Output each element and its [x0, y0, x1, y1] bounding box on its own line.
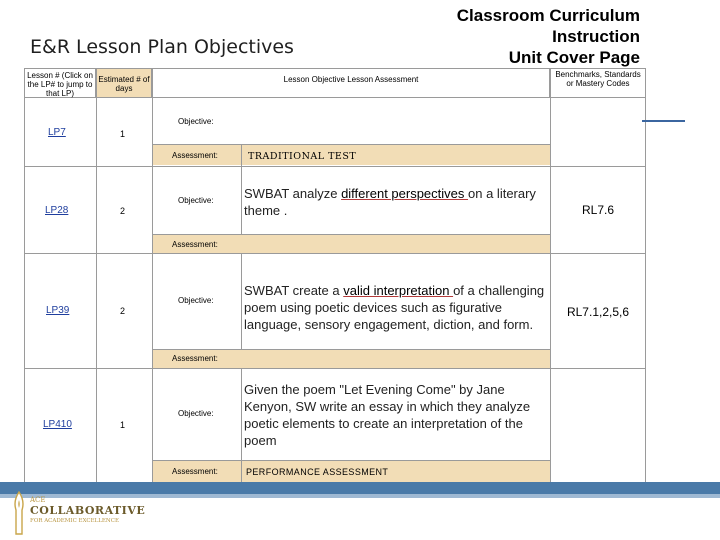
logo-line-academic: FOR ACADEMIC EXCELLENCE [30, 518, 119, 524]
cover-title-line-1: Classroom Curriculum [456, 6, 640, 25]
objective-text: SWBAT create a valid interpretation of a challenging poem using poetic devices such as figurative language, sensory engagement, diction, and form. [244, 283, 545, 332]
assessment-label: Assessment: [172, 240, 218, 249]
header-objective-cell [152, 68, 550, 98]
logo-line-collaborative: COLLABORATIVE [30, 504, 146, 517]
objective-label: Objective: [178, 296, 214, 305]
header-objective-label: Lesson Objective Lesson Assessment [283, 75, 419, 84]
assessment-value: PERFORMANCE ASSESSMENT [246, 467, 389, 477]
key-phrase: different perspectives [341, 186, 469, 201]
cover-title-line-2: Instruction [552, 27, 640, 46]
key-phrase: valid interpretation [343, 283, 454, 298]
assessment-label: Assessment: [172, 151, 218, 160]
page-title: E&R Lesson Plan Objectives [30, 36, 294, 58]
days-value: 1 [120, 420, 126, 430]
logo-line-ace: ACE [30, 496, 46, 504]
header-lesson-label: Lesson # (Click on the LP# to jump to that LP) [27, 71, 93, 98]
objective-text: Given the poem "Let Evening Come" by Jane Kenyon, SW write an essay in which they analyze poetic elements to create an interpretation of the poem [244, 382, 531, 448]
days-value: 2 [120, 206, 126, 216]
benchmark-value: RL7.1,2,5,6 [566, 305, 630, 319]
accent-line [642, 120, 685, 122]
cover-title-line-3: Unit Cover Page [508, 48, 640, 67]
lesson-link-lp7[interactable]: LP7 [48, 127, 66, 138]
assessment-label: Assessment: [172, 354, 218, 363]
days-value: 1 [120, 129, 126, 139]
header-days-cell [96, 68, 152, 98]
lesson-link-lp28[interactable]: LP28 [45, 205, 69, 216]
cover-page-title [457, 5, 640, 68]
assessment-value: TRADITIONAL TEST [248, 151, 357, 162]
header-lesson-cell [24, 68, 96, 98]
objective-label: Objective: [178, 409, 214, 418]
ace-logo [6, 488, 146, 540]
benchmark-value: RL7.6 [581, 203, 615, 217]
assessment-label: Assessment: [172, 467, 218, 476]
objective-label: Objective: [178, 117, 214, 126]
header-benchmarks-cell [550, 68, 646, 98]
header-days-label: Estimated # of days [98, 75, 150, 93]
objective-label: Objective: [178, 196, 214, 205]
objective-text: SWBAT analyze different perspectives on a literary theme . [244, 186, 536, 218]
header-benchmarks-label: Benchmarks, Standards or Mastery Codes [555, 70, 641, 88]
lesson-link-lp410[interactable]: LP410 [43, 419, 72, 430]
days-value: 2 [120, 306, 126, 316]
lesson-link-lp39[interactable]: LP39 [46, 305, 70, 316]
lamp-icon [8, 490, 30, 540]
